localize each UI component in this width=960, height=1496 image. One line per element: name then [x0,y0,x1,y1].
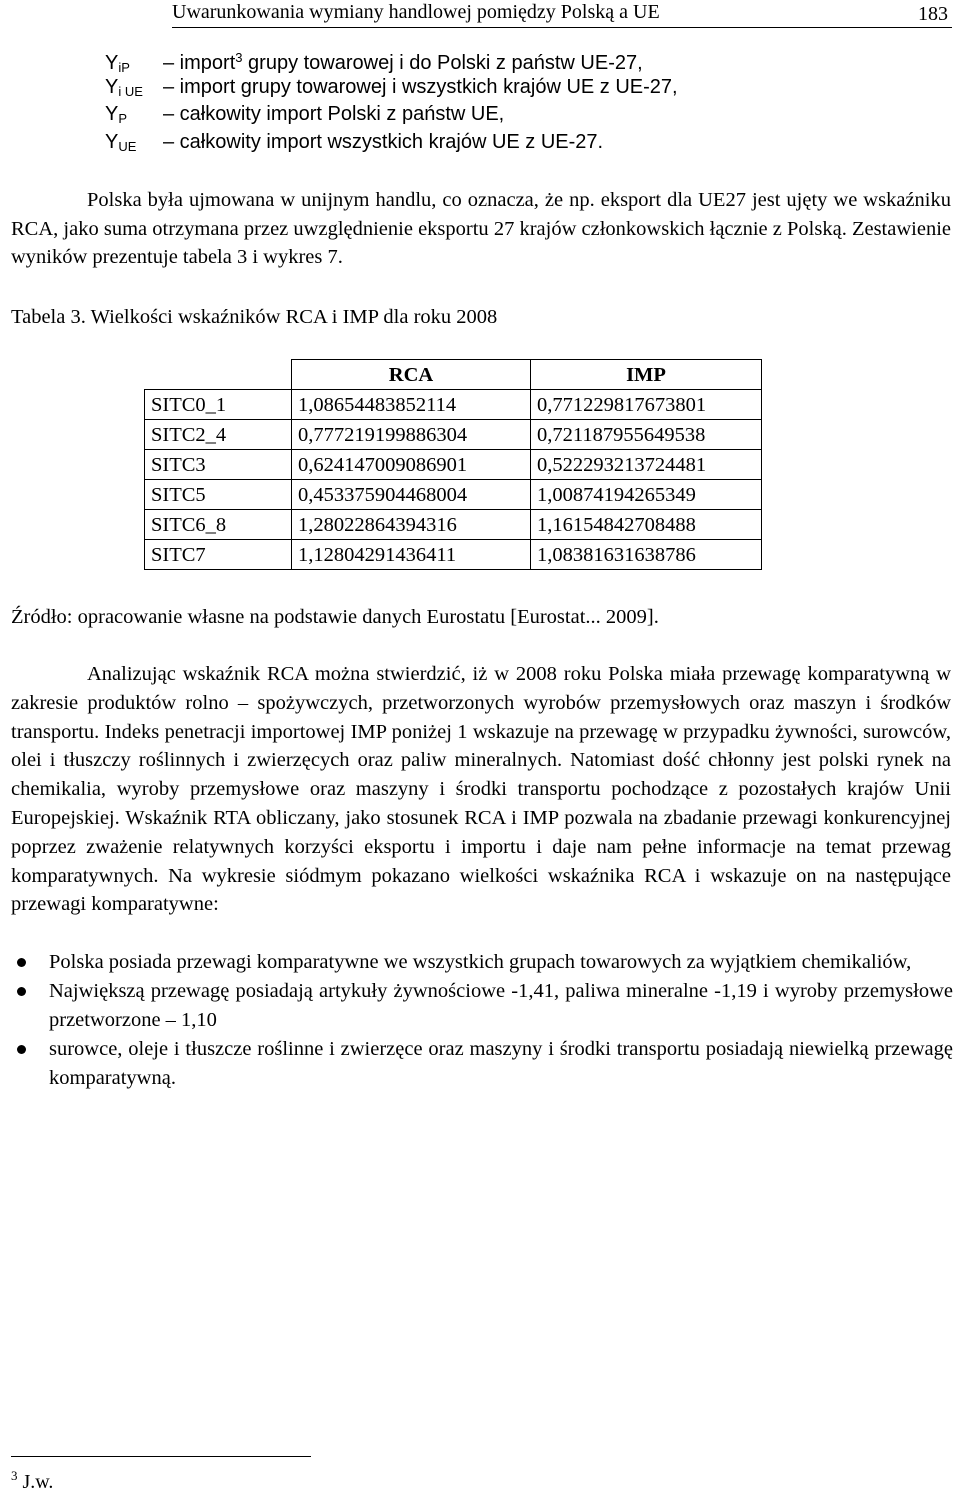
list-item: surowce, oleje i tłuszcze roślinne i zwierzęce oraz maszyny i środki transportu posiadają niewielką przewagę komparatywną. [11,1035,953,1093]
table-caption: Tabela 3. Wielkości wskaźników RCA i IMP dla roku 2008 [11,306,498,328]
row-label: SITC3 [145,450,292,480]
rca-value: 1,12804291436411 [292,540,531,570]
definition-yip: $Y_{iP}$ – import$^3$ grupy towarowej i do Polski z państw UE-27, [105,50,643,75]
list-item: Największą przewagę posiadają artykuły żywnościowe -1,41, paliwa mineralne -1,19 i wyroby przemysłowe przetworzone – 1,10 [11,977,953,1035]
rca-value: 0,624147009086901 [292,450,531,480]
row-label: SITC0_1 [145,390,292,420]
imp-value: 1,16154842708488 [531,510,762,540]
page-number: 183 [918,3,948,25]
table-row [145,510,762,540]
imp-value: 0,771229817673801 [531,390,762,420]
footnote-rule [11,1456,311,1457]
footnote-text: J.w. [22,1471,54,1493]
definition-yiue: $Y_{i UE}$ – import grupy towarowej i wszystkich krajów UE z UE-27, [105,76,678,99]
imp-value: 0,721187955649538 [531,420,762,450]
header-cell-rca: RCA [292,360,531,390]
row-label: SITC2_4 [145,420,292,450]
table-row [145,450,762,480]
rca-value: 0,453375904468004 [292,480,531,510]
table-row [145,480,762,510]
header-cell-empty [145,360,292,390]
bullet-icon [17,958,26,967]
imp-value: 1,00874194265349 [531,480,762,510]
definition-yp: $Y_P$ – całkowity import Polski z państw UE, [105,103,505,126]
footnote [11,1462,53,1496]
row-label: SITC6_8 [145,510,292,540]
rca-imp-table [144,359,762,570]
rca-value: 0,777219199886304 [292,420,531,450]
header-cell-imp: IMP [531,360,762,390]
rca-value: 1,28022864394316 [292,510,531,540]
footnote-ref: 3 [235,50,243,65]
row-label: SITC5 [145,480,292,510]
bullet-icon [17,987,26,996]
bullet-icon [17,1045,26,1054]
table-header-row [145,360,762,390]
footnote-mark: 3 [11,1468,18,1483]
bullet-list [11,948,953,1093]
table-source: Źródło: opracowanie własne na podstawie danych Eurostatu [Eurostat... 2009]. [11,606,659,628]
imp-value: 0,522293213724481 [531,450,762,480]
header-rule [172,27,952,28]
table-row [145,390,762,420]
row-label: SITC7 [145,540,292,570]
paragraph-intro: Polska była ujmowana w unijnym handlu, co oznacza, że np. eksport dla UE27 jest ujęty we wskaźniku RCA, jako suma otrzymana przez uwzględnienie eksportu 27 krajów członkowskich łącznie z Polską. Zestawienie wyników prezentuje tabela 3 i wykres 7. [11,189,951,268]
imp-value: 1,08381631638786 [531,540,762,570]
table-row [145,540,762,570]
list-item: Polska posiada przewagi komparatywne we wszystkich grupach towarowych za wyjątkiem chemikaliów, [11,948,953,977]
paragraph-analysis: Analizując wskaźnik RCA można stwierdzić, iż w 2008 roku Polska miała przewagę komparatywną w zakresie produktów rolno – spożywczych, przetworzonych wyrobów przemysłowych oraz maszyn i środków transportu. Indeks penetracji importowej IMP poniżej 1 wskazuje na przewagę w przypadku żywności, surowców, olei i tłuszczy roślinnych i zwierzęcych oraz paliw mineralnych. Natomiast dość chłonny jest polski rynek na chemikalia, wyroby przemysłowe oraz maszyny i środki transportu pochodzące z pozostałych krajów Unii Europejskiej. Wskaźnik RTA obliczany, jako stosunek RCA i IMP pozwala na zbadanie przewagi konkurencyjnej poprzez zważenie relatywnych korzyści eksportu i importu i daje nam pełne informacje na temat przewag komparatywnych. Na wykresie siódmym pokazano wielkości wskaźnika RCA i wskazuje on na następujące przewagi komparatywne: [11,663,951,916]
definition-yue: $Y_{UE}$ – całkowity import wszystkich krajów UE z UE-27. [105,131,604,154]
table-row [145,420,762,450]
rca-value: 1,08654483852114 [292,390,531,420]
running-header-title: Uwarunkowania wymiany handlowej pomiędzy Polską a UE [172,1,660,23]
